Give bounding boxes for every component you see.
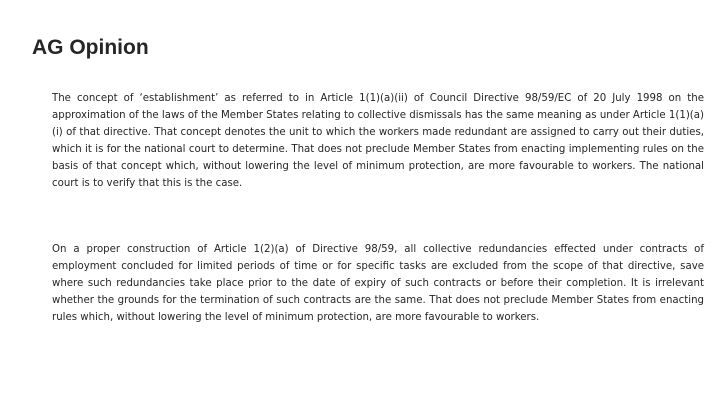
- opinion-paragraph-fixed-term-contracts: On a proper construction of Article 1(2)(a) of Directive 98/59, all collective redundancies effected under contracts of employment concluded for limited periods of time or for specific tasks are excluded from the scope of that directive, save where such redundancies take place prior to the date of expiry of such contracts or before their completion. It is irrelevant whether the grounds for the termination of such contracts are the same. That does not preclude Member States from enacting rules which, without lowering the level of minimum protection, are more favourable to workers.: [52, 244, 704, 323]
- slide-title: AG Opinion: [32, 36, 149, 59]
- opinion-paragraph-establishment: The concept of ‘establishment’ as referred to in Article 1(1)(a)(ii) of Council Directive 98/59/EC of 20 July 1998 on the approximation of the laws of the Member States relating to collective dismissals has the same meaning as under Article 1(1)(a)(i) of that directive. That concept denotes the unit to which the workers made redundant are assigned to carry out their duties, which it is for the national court to determine. That does not preclude Member States from enacting implementing rules on the basis of that concept which, without lowering the level of minimum protection, are more favourable to workers. The national court is to verify that this is the case.: [52, 93, 704, 189]
